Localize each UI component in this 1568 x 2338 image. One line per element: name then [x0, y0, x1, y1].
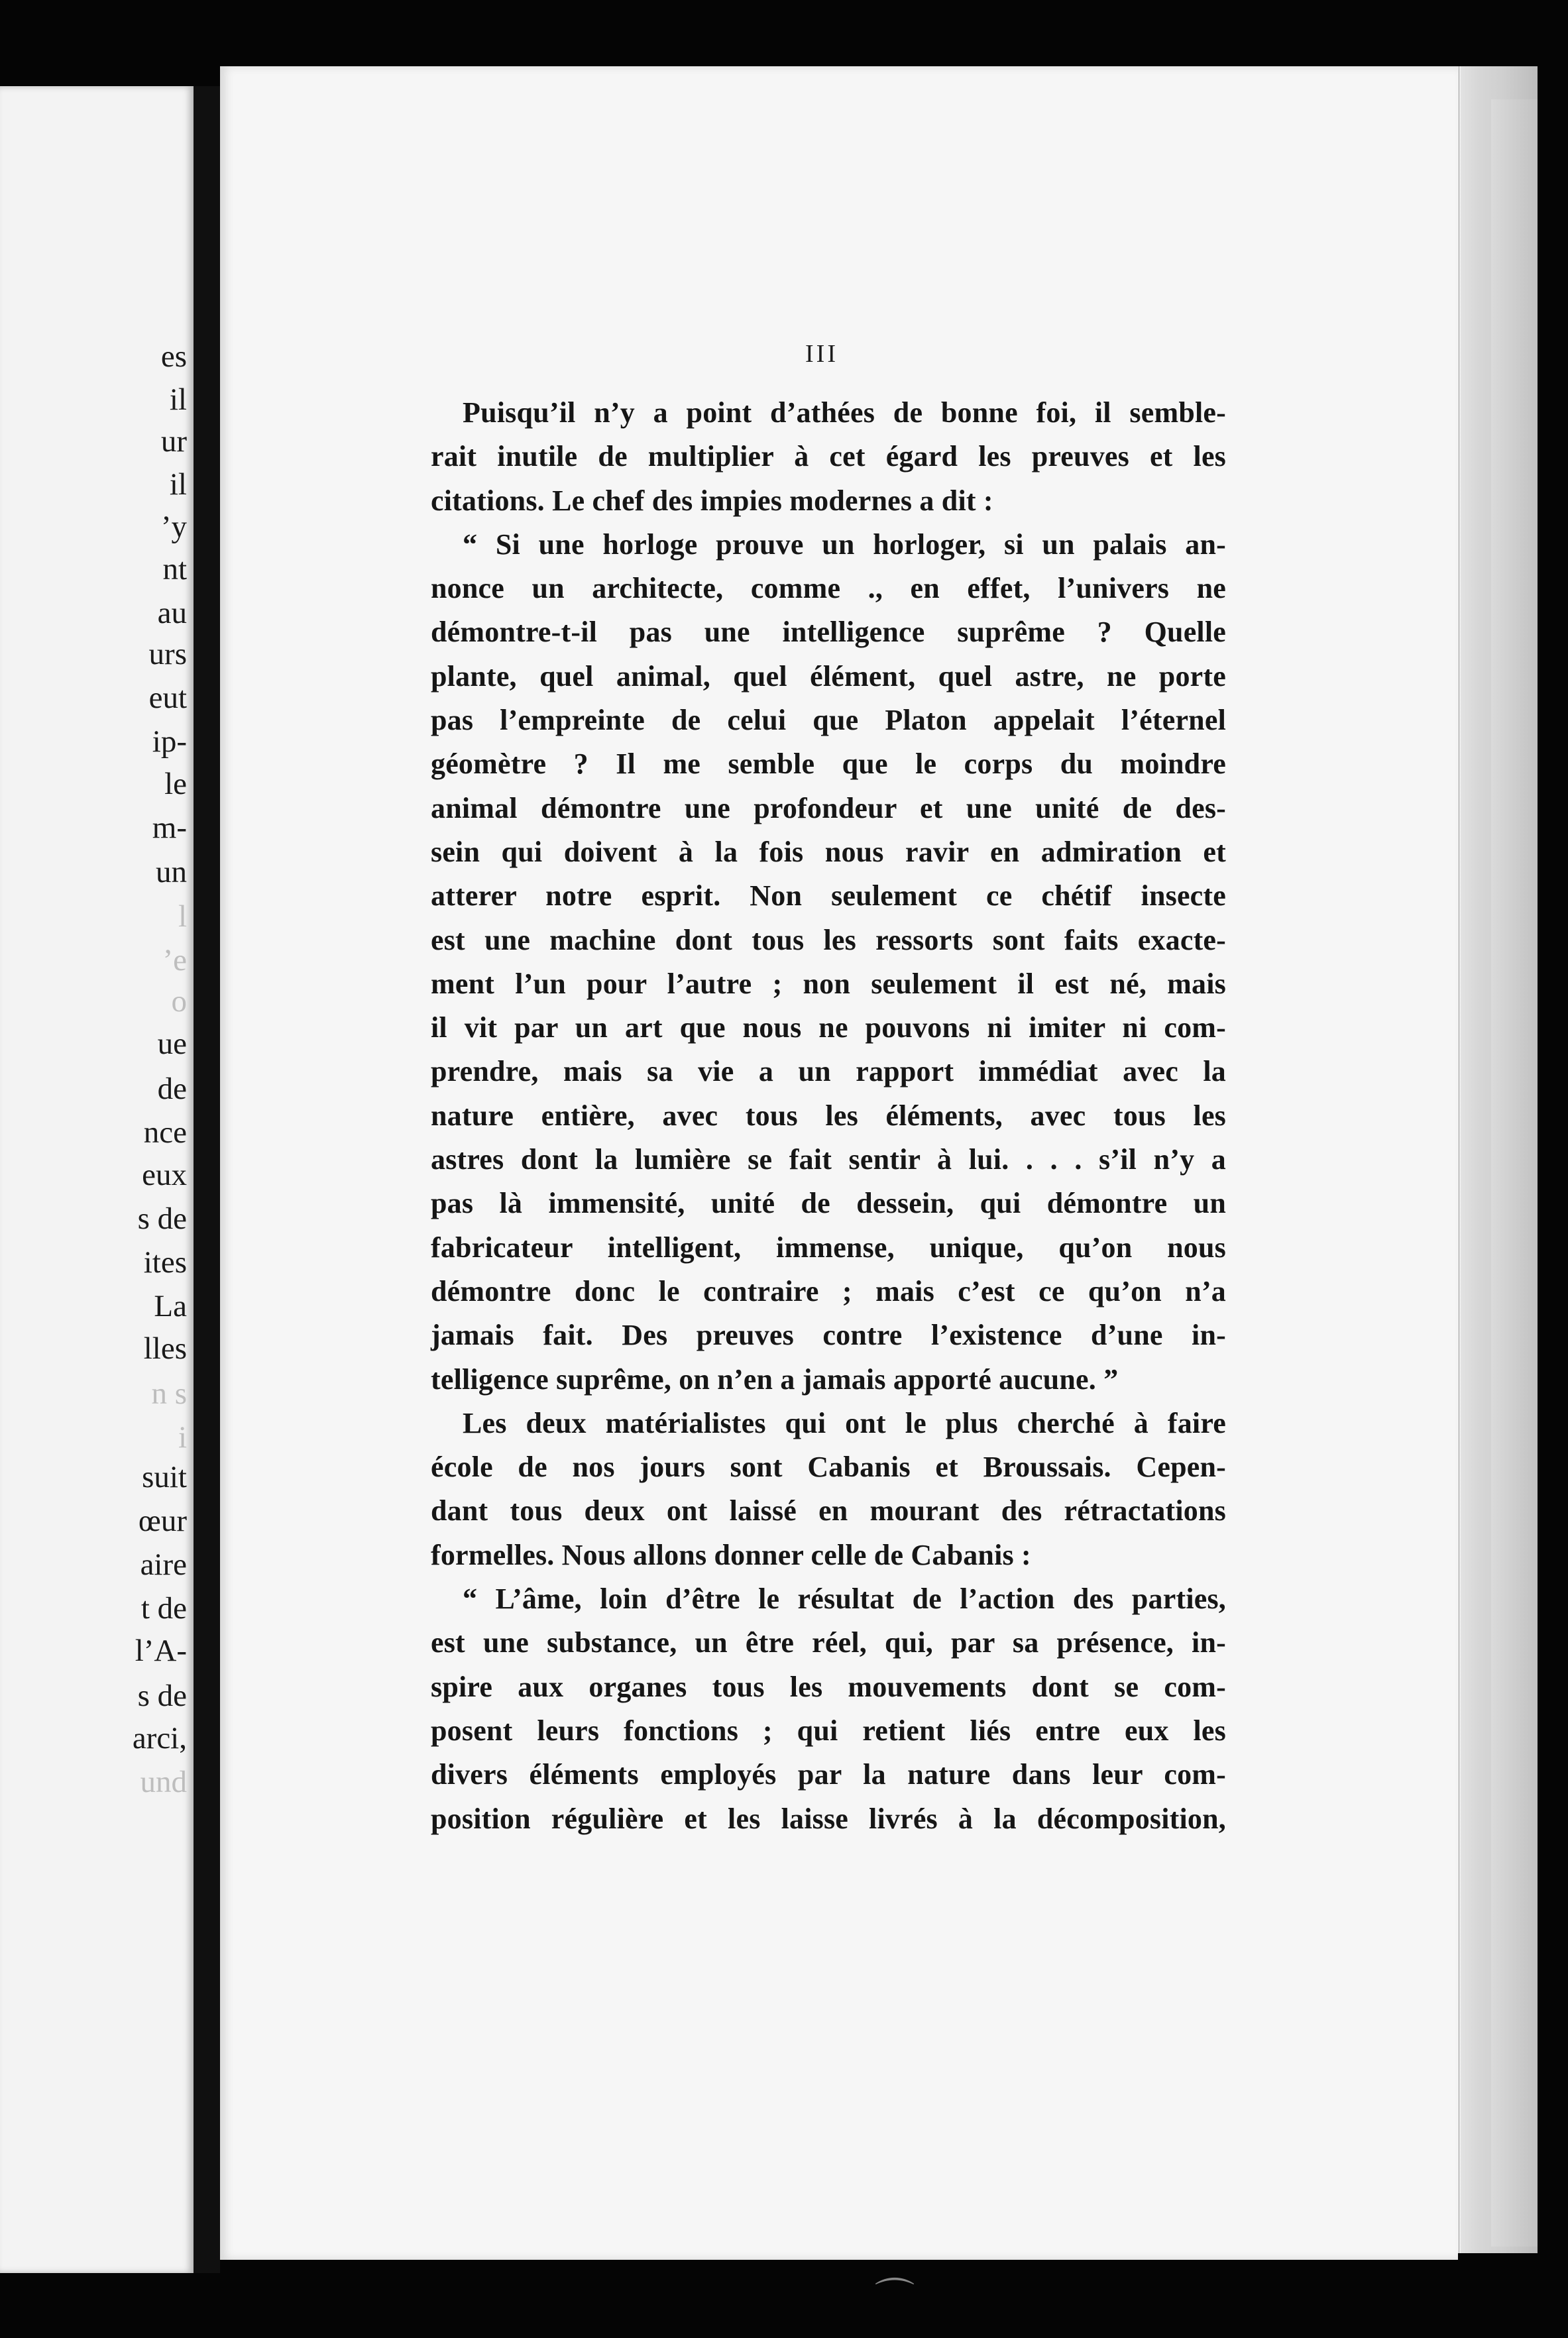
text-line: “ Si une horloge prouve un horloger, si un palais an- [463, 528, 1226, 561]
left-page-fragment: il [169, 467, 187, 502]
page-text [431, 391, 1226, 1841]
left-page-fragment: œur [138, 1504, 187, 1538]
left-page-fragment: s de [137, 1201, 187, 1236]
text-line: rait inutile de multiplier à cet égard les preuves et les [431, 440, 1226, 473]
left-page-fragment: l’A- [135, 1634, 187, 1668]
text-line: pas là immensité, unité de dessein, qui démontre un [431, 1187, 1226, 1220]
page-edges-back [1491, 99, 1538, 2247]
text-line: il vit par un art que nous ne pouvons ni imiter ni com- [431, 1011, 1226, 1044]
text-line: “ L’âme, loin d’être le résultat de l’action des parties, [463, 1583, 1226, 1616]
left-page-fragment: ’y [160, 510, 187, 544]
text-line: divers éléments employés par la nature dans leur com- [431, 1758, 1226, 1791]
left-page-fragment: n s [151, 1376, 187, 1411]
left-page-fragment: nce [143, 1115, 187, 1150]
left-page-fragment: nt [162, 552, 187, 586]
left-page-fragment: lles [143, 1331, 187, 1366]
left-page-fragment: l [178, 899, 187, 934]
left-page-fragment: de [157, 1072, 187, 1106]
left-page-fragment: eut [148, 681, 187, 715]
text-line: dant tous deux ont laissé en mourant des rétractations [431, 1494, 1226, 1528]
left-page-fragment: le [164, 767, 187, 801]
page-number: III [805, 340, 838, 368]
left-page-fragment: s de [137, 1679, 187, 1713]
left-page-fragment: o [171, 984, 187, 1019]
text-line: ment l’un pour l’autre ; non seulement il est né, mais [431, 967, 1226, 1000]
left-page-fragment: ’e [162, 943, 187, 977]
left-page-fragment: urs [148, 637, 187, 671]
book-gutter [194, 86, 220, 2273]
text-line: sein qui doivent à la fois nous ravir en admiration et [431, 835, 1226, 868]
text-line: Les deux matérialistes qui ont le plus cherché à faire [463, 1406, 1226, 1439]
left-page-fragment: ip- [152, 724, 187, 759]
text-line: est une machine dont tous les ressorts sont faits exacte- [431, 923, 1226, 956]
left-page-fragment: ur [160, 424, 187, 459]
left-page-fragment: aire [140, 1547, 187, 1582]
text-line: nature entière, avec tous les éléments, avec tous les [431, 1099, 1226, 1132]
text-line: astres dont la lumière se fait sentir à lui. . . . s’il n’y a [431, 1143, 1226, 1176]
left-page-fragment: au [157, 596, 187, 630]
text-line: spire aux organes tous les mouvements dont se com- [431, 1670, 1226, 1703]
text-line: animal démontre une profondeur et une unité de des- [431, 791, 1226, 824]
left-page-fragment: il [169, 382, 187, 417]
left-page-fragment: i [178, 1420, 187, 1455]
text-line: citations. Le chef des impies modernes a dit : [431, 484, 993, 517]
text-line: telligence suprême, on n’en a jamais apporté aucune. ” [431, 1363, 1119, 1396]
left-page-fragment: ites [143, 1245, 187, 1280]
binding-mark: ⌒ [875, 2276, 915, 2320]
text-line: démontre donc le contraire ; mais c’est ce qu’on n’a [431, 1274, 1226, 1308]
text-line: jamais fait. Des preuves contre l’existence d’une in- [431, 1319, 1226, 1352]
left-page-fragment: La [154, 1289, 187, 1323]
text-line: posent leurs fonctions ; qui retient liés entre eux les [431, 1714, 1226, 1747]
left-page-fragment: und [140, 1765, 187, 1799]
left-page-fragment: es [160, 339, 187, 374]
text-line: Puisqu’il n’y a point d’athées de bonne foi, il semble- [463, 396, 1226, 429]
text-line: école de nos jours sont Cabanis et Broussais. Cepen- [431, 1451, 1226, 1484]
left-page-fragment: t de [140, 1591, 187, 1626]
left-page-fragment: un [156, 855, 187, 889]
text-line: atterer notre esprit. Non seulement ce chétif insecte [431, 879, 1226, 913]
left-page-fragment: ue [157, 1027, 187, 1061]
text-line: formelles. Nous allons donner celle de Cabanis : [431, 1538, 1031, 1571]
text-line: pas l’empreinte de celui que Platon appelait l’éternel [431, 704, 1226, 737]
left-page-fragment: arci, [132, 1721, 187, 1755]
text-line: prendre, mais sa vie a un rapport immédiat avec la [431, 1055, 1226, 1088]
left-page-fragment: eux [142, 1158, 187, 1192]
text-line: nonce un architecte, comme ., en effet, l’univers ne [431, 572, 1226, 605]
text-line: est une substance, un être réel, qui, par sa présence, in- [431, 1626, 1226, 1659]
left-page-fragment: m- [152, 810, 187, 845]
text-line: position régulière et les laisse livrés à la décomposition, [431, 1802, 1226, 1835]
left-page-fragment: suit [142, 1460, 187, 1494]
text-line: géomètre ? Il me semble que le corps du moindre [431, 748, 1226, 781]
text-line: fabricateur intelligent, immense, unique, qu’on nous [431, 1231, 1226, 1264]
text-line: plante, quel animal, quel élément, quel astre, ne porte [431, 659, 1226, 693]
left-facing-page [0, 86, 194, 2273]
text-line: démontre-t-il pas une intelligence suprême ? Quelle [431, 616, 1226, 649]
